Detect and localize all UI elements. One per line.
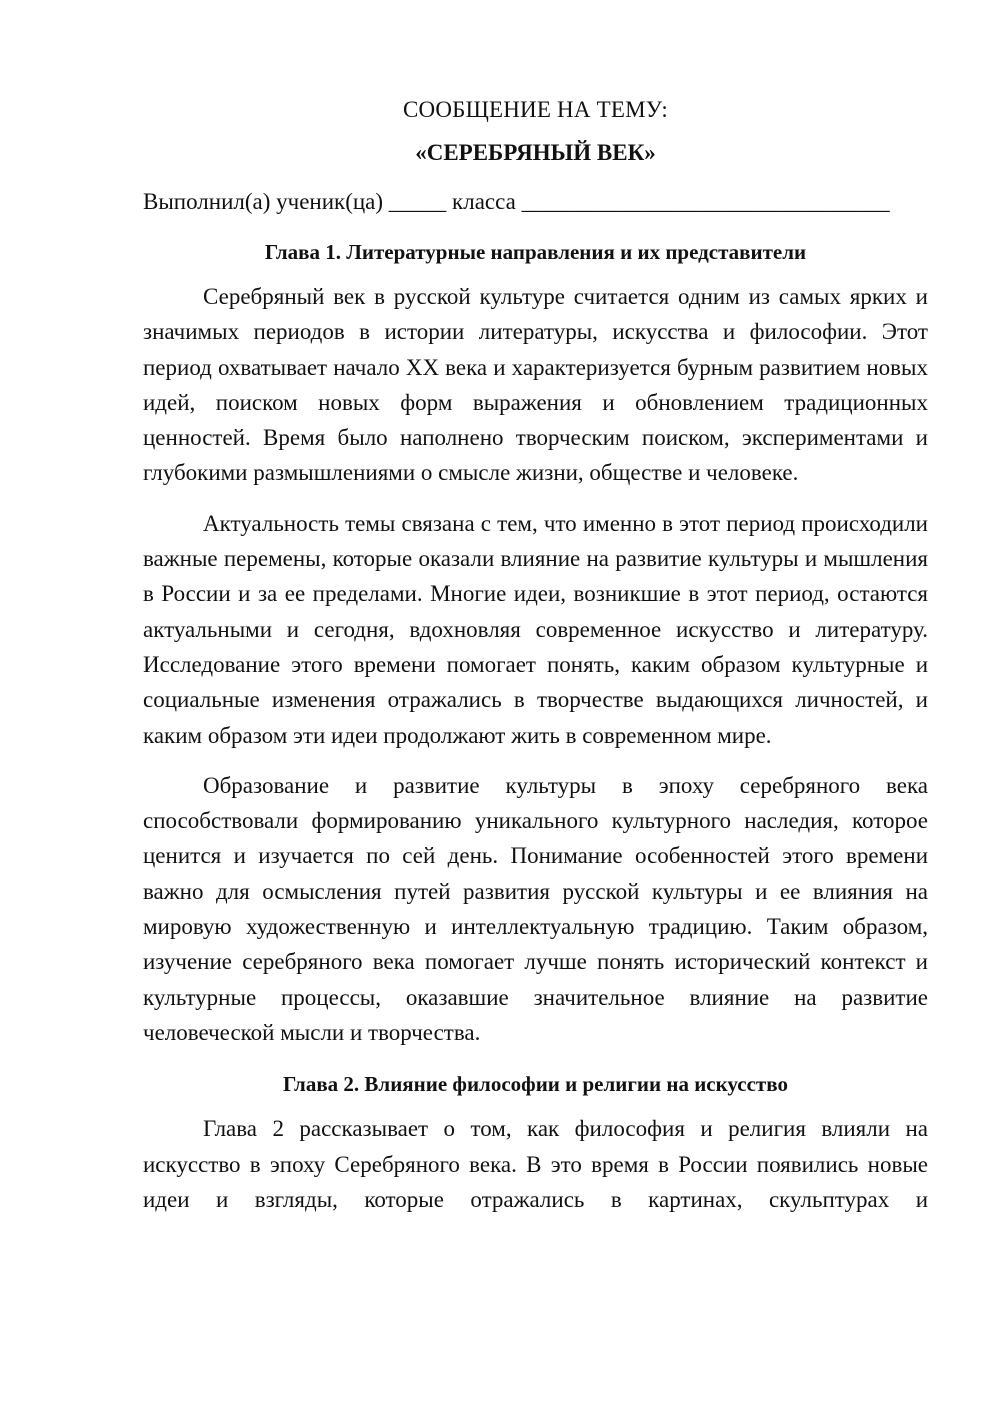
chapter-1-paragraph-3: Образование и развитие культуры в эпоху серебряного века способствовали формированию уникального культурного наследия, которое ценится и изучается по сей день. Понимание особенностей этого времени важно для осмысления путей развития русской культуры и ее влияния на мировую художественную и интеллектуальную традицию. Таким образом, изучение серебряного века помогает лучше понять исторический контекст и культурные процессы, оказавшие значительное влияние на развитие человеческой мысли и творчества. [143, 772, 928, 1045]
chapter-1-paragraph-2: Актуальность темы связана с тем, что именно в этот период происходили важные перемены, которые оказали влияние на развитие культуры и мышления в России и за ее пределами. Многие идеи, возникшие в этот период, остаются актуальными и сегодня, вдохновляя современное искусство и литературу. Исследование этого времени помогает понять, каким образом культурные и социальные изменения отражались в творчестве выдающихся личностей, и каким образом эти идеи продолжают жить в современном мире. [143, 510, 928, 748]
document-title-topic: СООБЩЕНИЕ НА ТЕМУ: [403, 97, 668, 122]
chapter-1-paragraph-1: Серебряный век в русской культуре считается одним из самых ярких и значимых периодов в истории литературы, искусства и философии. Этот период охватывает начало XX века и характеризуется бурным развитием новых идей, поиском новых форм выражения и обновлением традиционных ценностей. Время было наполнено творческим поиском, экспериментами и глубокими размышлениями о смысле жизни, обществе и человеке. [143, 284, 928, 486]
chapter-1-heading: Глава 1. Литературные направления и их представители [264, 240, 807, 264]
chapter-2-paragraph-1: Глава 2 рассказывает о том, как философия и религия влияли на искусство в эпоху Серебряного века. В это время в России появились новые идеи и взгляды, которые отражались в картинах, скульптурах и [143, 1116, 928, 1212]
page-content [143, 92, 928, 1217]
author-line: Выполнил(а) ученик(ца) _____ класса ________________________________ [143, 189, 890, 214]
document-title-name: «СЕРЕБРЯНЫЙ ВЕК» [415, 140, 656, 165]
chapter-2-heading: Глава 2. Влияние философии и религии на искусство [283, 1072, 788, 1097]
